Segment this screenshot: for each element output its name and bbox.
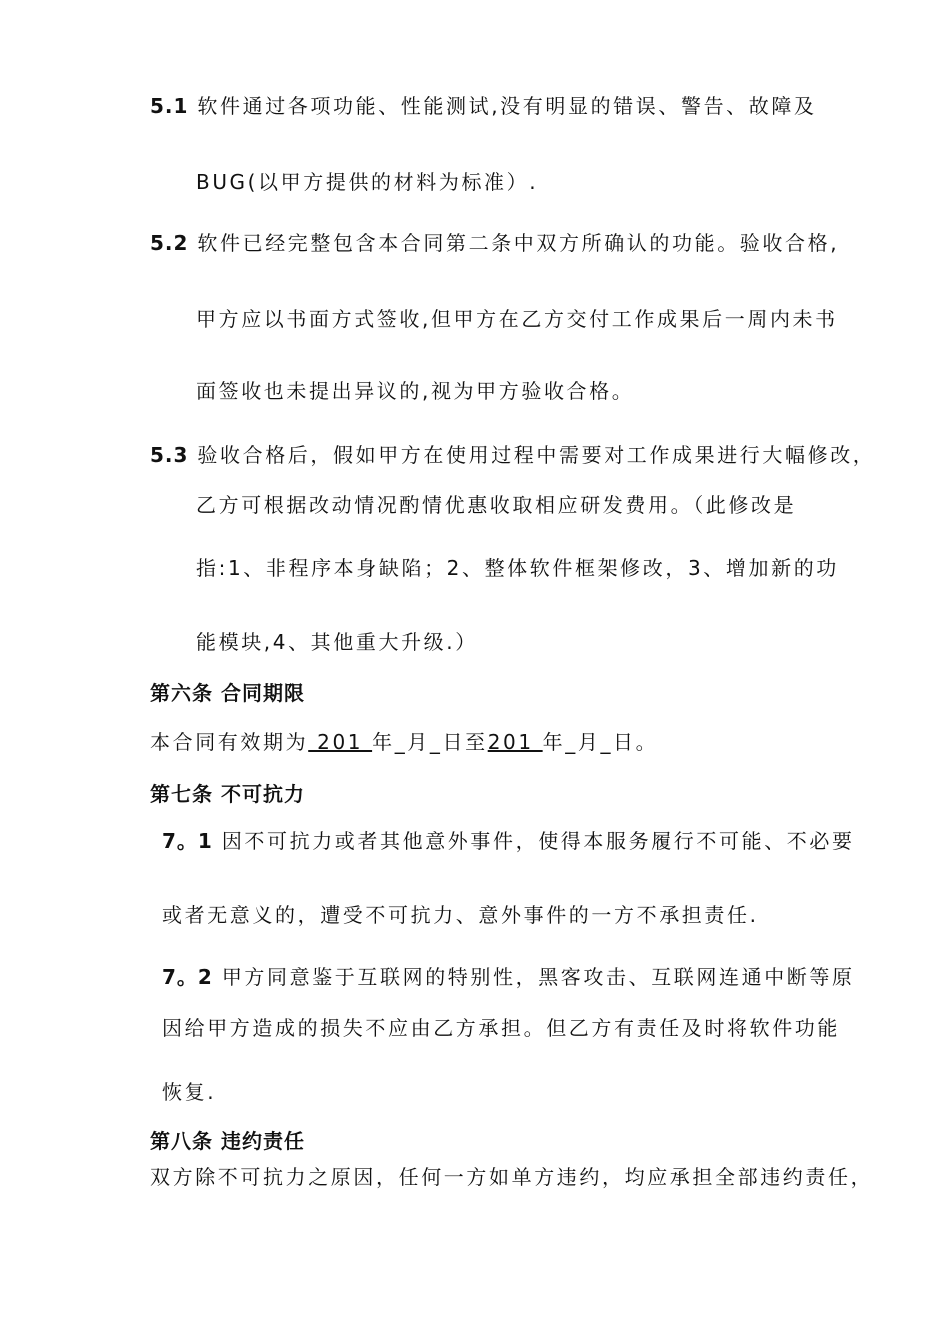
clause-7-2-line-1 — [162, 963, 855, 991]
clause-number: 7。2 — [162, 965, 213, 989]
clause-7-1-line-1 — [162, 827, 855, 855]
article-6-heading: 第六条 合同期限 — [150, 681, 305, 705]
clause-5-3-line-3: 指:1、非程序本身缺陷；2、整体软件框架修改，3、增加新的功 — [196, 556, 839, 580]
clause-5-1-line-1 — [150, 92, 817, 120]
clause-5-2-line-1 — [150, 229, 839, 257]
start-year: 201 — [308, 730, 373, 754]
clause-text: 验收合格后，假如甲方在使用过程中需要对工作成果进行大幅修改， — [197, 443, 876, 467]
term-prefix: 本合同有效期为 — [150, 730, 309, 754]
clause-text: 因不可抗力或者其他意外事件，使得本服务履行不可能、不必要 — [221, 829, 855, 853]
clause-7-1-line-2: 或者无意义的，遭受不可抗力、意外事件的一方不承担责任. — [162, 903, 759, 927]
article-7-heading: 第七条 不可抗力 — [150, 782, 305, 806]
clause-5-3-line-4: 能模块,4、其他重大升级.） — [196, 630, 478, 654]
article-8-line-1: 双方除不可抗力之原因，任何一方如单方违约，均应承担全部违约责任， — [150, 1165, 874, 1189]
term-mid: 年_月_日至 — [372, 730, 488, 754]
clause-7-2-line-2: 因给甲方造成的损失不应由乙方承担。但乙方有责任及时将软件功能 — [162, 1016, 840, 1040]
clause-5-3-line-2: 乙方可根据改动情况酌情优惠收取相应研发费用。（此修改是 — [196, 493, 797, 517]
clause-text: 软件通过各项功能、性能测试,没有明显的错误、警告、故障及 — [197, 94, 817, 118]
clause-number: 5.3 — [150, 443, 189, 467]
term-suffix: 年_月_日。 — [542, 730, 659, 754]
clause-number: 7。1 — [162, 829, 213, 853]
article-8-heading: 第八条 违约责任 — [150, 1129, 305, 1153]
clause-5-2-line-3: 面签收也未提出异议的,视为甲方验收合格。 — [196, 379, 635, 403]
end-year: 201 — [487, 730, 543, 754]
article-6-term — [150, 728, 658, 756]
clause-number: 5.1 — [150, 94, 189, 118]
clause-5-3-line-1 — [150, 441, 875, 469]
clause-5-1-line-2: BUG(以甲方提供的材料为标准）. — [196, 170, 539, 194]
clause-5-2-line-2: 甲方应以书面方式签收,但甲方在乙方交付工作成果后一周内未书 — [196, 307, 838, 331]
clause-number: 5.2 — [150, 231, 189, 255]
clause-7-2-line-3: 恢复. — [162, 1080, 217, 1104]
clause-text: 软件已经完整包含本合同第二条中双方所确认的功能。验收合格, — [197, 231, 840, 255]
clause-text: 甲方同意鉴于互联网的特别性，黑客攻击、互联网连通中断等原 — [221, 965, 855, 989]
